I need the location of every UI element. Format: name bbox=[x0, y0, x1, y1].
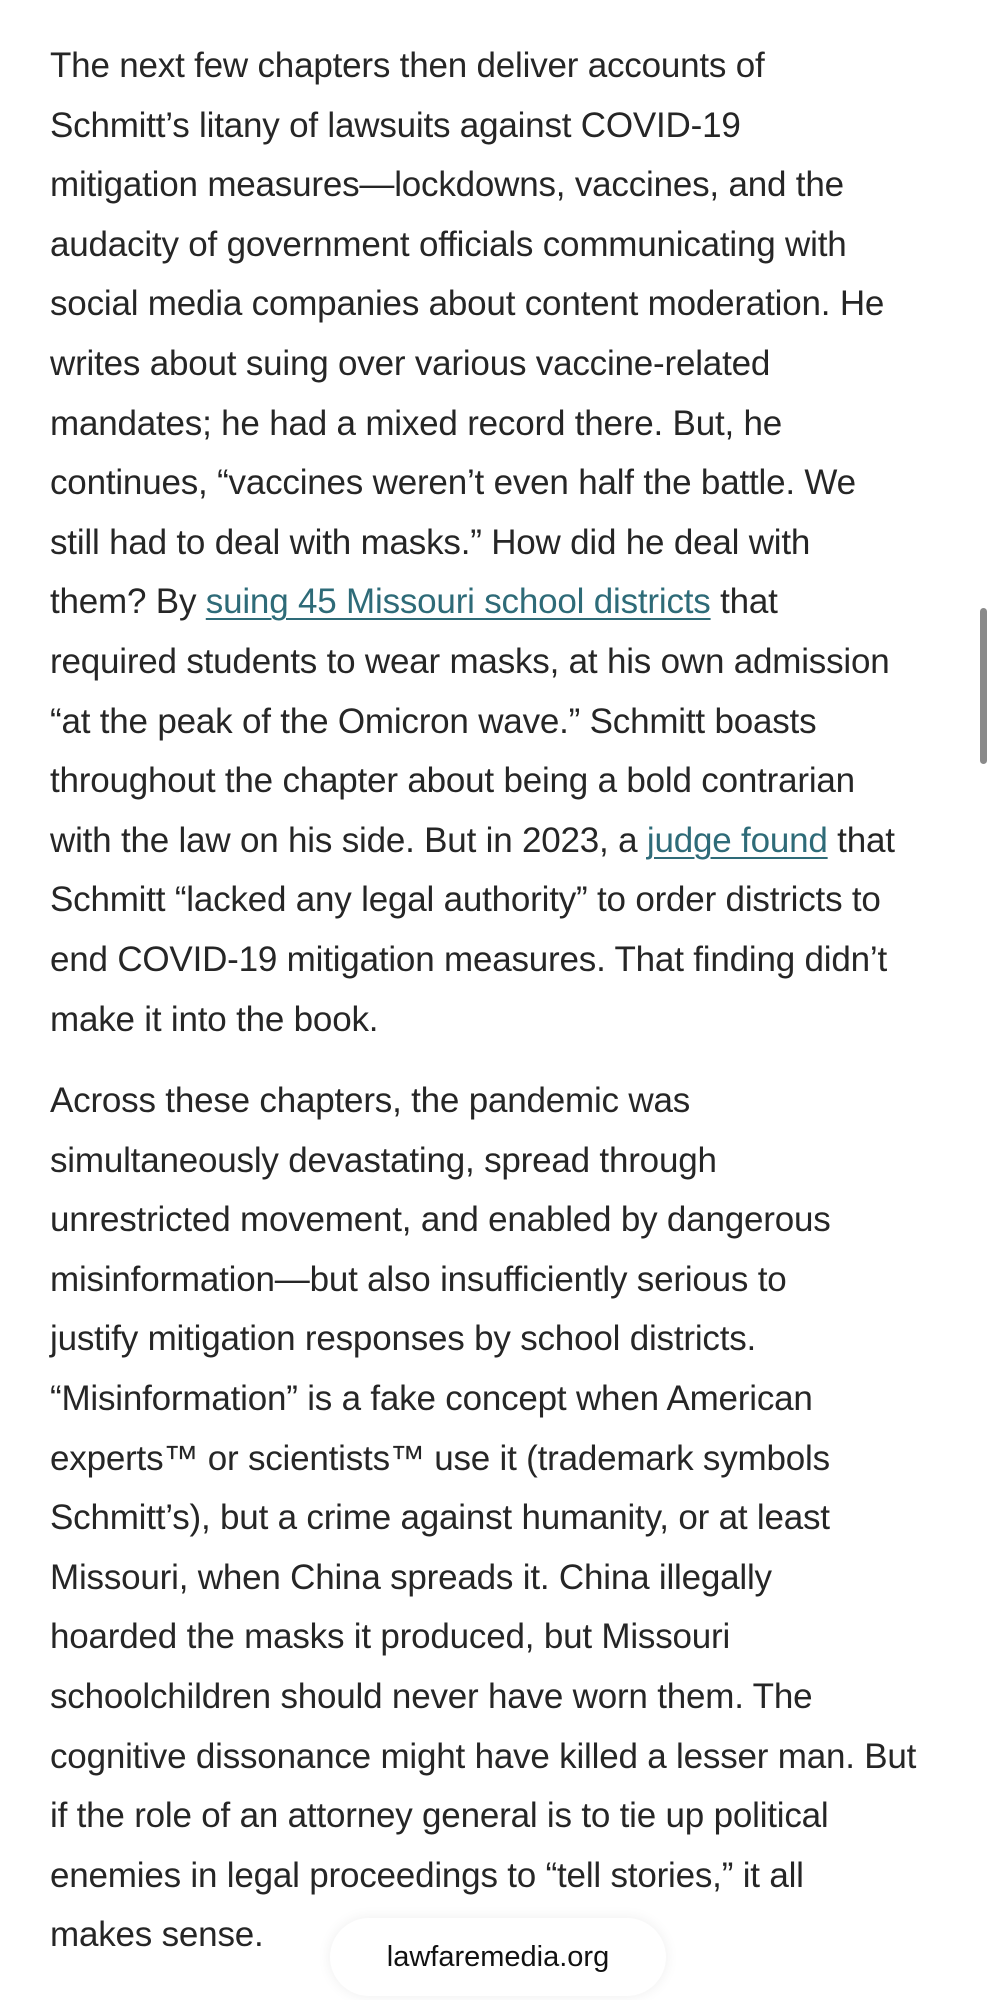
text-line bbox=[50, 990, 950, 1050]
text-line bbox=[50, 1846, 950, 1906]
text-segment: makes sense. bbox=[50, 1915, 264, 1955]
text-segment: still had to deal with masks.” How did he deal with bbox=[50, 522, 811, 562]
paragraph bbox=[50, 36, 950, 1049]
text-segment: continues, “vaccines weren’t even half the battle. We bbox=[50, 463, 856, 503]
article-body bbox=[50, 36, 950, 1965]
text-line bbox=[50, 1131, 950, 1191]
text-segment: hoarded the masks it produced, but Missouri bbox=[50, 1617, 731, 1657]
text-segment: throughout the chapter about being a bold contrarian bbox=[50, 761, 855, 801]
text-segment: simultaneously devastating, spread through bbox=[50, 1140, 717, 1180]
text-line bbox=[50, 1488, 950, 1548]
text-segment: with the law on his side. But in 2023, a bbox=[50, 820, 647, 860]
text-segment: misinformation—but also insufficiently serious to bbox=[50, 1259, 787, 1299]
text-line bbox=[50, 334, 950, 394]
text-segment: if the role of an attorney general is to tie up political bbox=[50, 1796, 829, 1836]
text-segment: that bbox=[827, 820, 895, 860]
url-text: lawfaremedia.org bbox=[386, 1940, 610, 1973]
text-line bbox=[50, 1786, 950, 1846]
text-segment: end COVID-19 mitigation measures. That finding didn’t bbox=[50, 939, 887, 979]
text-segment: social media companies about content moderation. He bbox=[50, 284, 885, 324]
text-line bbox=[50, 1309, 950, 1369]
text-line bbox=[50, 1429, 950, 1489]
text-segment: “Misinformation” is a fake concept when American bbox=[50, 1379, 813, 1419]
text-segment: Schmitt’s), but a crime against humanity, or at least bbox=[50, 1498, 830, 1538]
text-segment: cognitive dissonance might have killed a lesser man. But bbox=[50, 1736, 917, 1776]
text-line bbox=[50, 1667, 950, 1727]
text-segment: justify mitigation responses by school districts. bbox=[50, 1319, 757, 1359]
text-segment: enemies in legal proceedings to “tell stories,” it all bbox=[50, 1855, 804, 1895]
text-line bbox=[50, 96, 950, 156]
text-segment: Schmitt “lacked any legal authority” to order districts to bbox=[50, 880, 881, 920]
paragraph bbox=[50, 1071, 950, 1965]
inline-link[interactable]: judge found bbox=[646, 820, 828, 860]
text-segment: experts™ or scientists™ use it (trademark symbols bbox=[50, 1438, 830, 1478]
text-line bbox=[50, 1071, 950, 1131]
text-line bbox=[50, 394, 950, 454]
text-line bbox=[50, 1250, 950, 1310]
text-line bbox=[50, 155, 950, 215]
text-line bbox=[50, 274, 950, 334]
text-line bbox=[50, 751, 950, 811]
text-line bbox=[50, 870, 950, 930]
text-segment: Across these chapters, the pandemic was bbox=[50, 1081, 691, 1121]
url-bar[interactable] bbox=[330, 1918, 666, 1996]
text-segment: make it into the book. bbox=[50, 999, 379, 1039]
text-line bbox=[50, 513, 950, 573]
text-segment: mitigation measures—lockdowns, vaccines, and the bbox=[50, 165, 844, 205]
text-line bbox=[50, 692, 950, 752]
text-segment: audacity of government officials communicating with bbox=[50, 224, 847, 264]
text-line bbox=[50, 1369, 950, 1429]
text-line bbox=[50, 1548, 950, 1608]
text-line bbox=[50, 930, 950, 990]
text-line bbox=[50, 811, 950, 871]
text-segment: unrestricted movement, and enabled by dangerous bbox=[50, 1200, 831, 1240]
text-line bbox=[50, 572, 950, 632]
text-segment: Missouri, when China spreads it. China illegally bbox=[50, 1557, 772, 1597]
text-line bbox=[50, 215, 950, 275]
text-segment: “at the peak of the Omicron wave.” Schmitt boasts bbox=[50, 701, 817, 741]
text-line bbox=[50, 453, 950, 513]
text-segment: mandates; he had a mixed record there. But, he bbox=[50, 403, 783, 443]
text-line bbox=[50, 1190, 950, 1250]
text-line bbox=[50, 632, 950, 692]
text-line bbox=[50, 1727, 950, 1787]
text-segment: required students to wear masks, at his own admission bbox=[50, 641, 890, 681]
text-segment: Schmitt’s litany of lawsuits against COVID-19 bbox=[50, 105, 741, 145]
text-segment: The next few chapters then deliver accounts of bbox=[50, 46, 765, 85]
text-line bbox=[50, 36, 950, 96]
text-segment: schoolchildren should never have worn them. The bbox=[50, 1677, 813, 1717]
text-line bbox=[50, 1607, 950, 1667]
scrollbar-thumb[interactable] bbox=[980, 608, 987, 764]
text-segment: writes about suing over various vaccine-related bbox=[50, 343, 771, 383]
inline-link[interactable]: suing 45 Missouri school districts bbox=[205, 582, 711, 622]
text-segment: them? By bbox=[50, 582, 206, 622]
text-segment: that bbox=[710, 582, 778, 622]
